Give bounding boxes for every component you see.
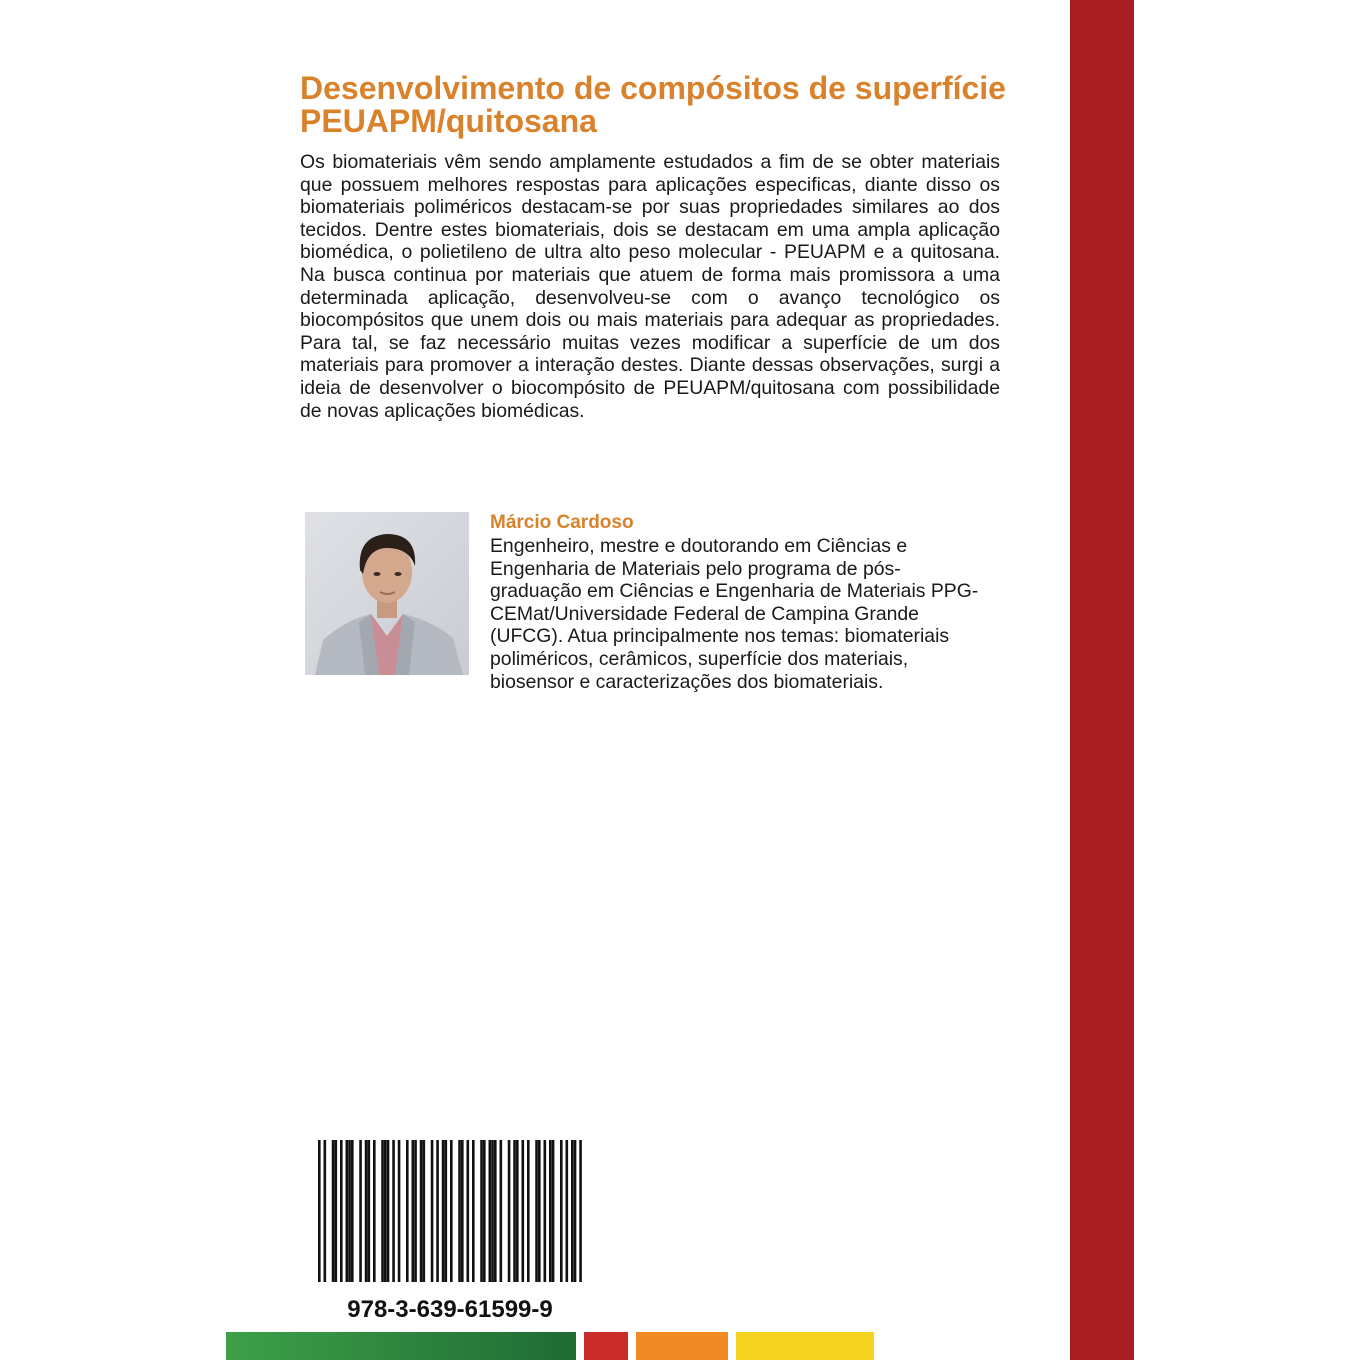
barcode-bar — [500, 1140, 503, 1282]
barcode-bar — [340, 1140, 343, 1282]
barcode-bar — [384, 1140, 387, 1282]
book-title: Desenvolvimento de compósitos de superfície PEUAPM/quitosana — [300, 70, 1006, 139]
barcode-bar — [373, 1140, 376, 1282]
barcode-bar — [483, 1140, 486, 1282]
barcode-bar — [414, 1140, 417, 1282]
barcode-bar — [351, 1140, 354, 1282]
barcode-bar — [513, 1140, 516, 1282]
stripe-yellow — [736, 1332, 874, 1360]
barcode-bar — [348, 1140, 351, 1282]
barcode-bar — [442, 1140, 445, 1282]
barcode-bar — [365, 1140, 368, 1282]
author-photo — [305, 512, 469, 675]
barcode-bar — [489, 1140, 492, 1282]
barcode-bar — [560, 1140, 563, 1282]
barcode-bar — [398, 1140, 401, 1282]
barcode-bar — [535, 1140, 538, 1282]
barcode-bar — [423, 1140, 426, 1282]
barcode-bar — [387, 1140, 390, 1282]
barcode-bar — [549, 1140, 552, 1282]
barcode-bar — [461, 1140, 464, 1282]
barcode-bar — [538, 1140, 541, 1282]
stripe-orange — [636, 1332, 728, 1360]
barcode-bar — [544, 1140, 547, 1282]
barcode-bar — [494, 1140, 497, 1282]
barcode-bar — [368, 1140, 371, 1282]
color-stripes — [0, 1332, 1360, 1360]
barcode-bar — [332, 1140, 335, 1282]
barcode-bar — [324, 1140, 327, 1282]
barcode-bar — [491, 1140, 494, 1282]
barcode-bar — [381, 1140, 384, 1282]
barcode-bar — [566, 1140, 569, 1282]
barcode-bar — [335, 1140, 338, 1282]
book-blurb: Os biomateriais vêm sendo amplamente estudados a fim de se obter materiais que possuem melhores respostas para aplicações especificas, diante disso os biomateriais poliméricos destacam-se por suas propriedades similares ao dos tecidos. Dentre estes biomateriais, dois se destacam em uma ampla aplicação biomédica, o polietileno de ultra alto peso molecular - PEUAPM e a quitosana. Na busca continua por materiais que atuem de forma mais promissora a uma determinada aplicação, desenvolveu-se com o avanço tecnológico os biocompósitos que unem dois ou mais materiais para adequar as propriedades. Para tal, se faz necessário muitas vezes modificar a superfície de um dos materiais para promover a interação destes. Diante dessas observações, surgi a ideia de desenvolver o biocompósito de PEUAPM/quitosana com possibilidade de novas aplicações biomédicas. — [300, 151, 1000, 422]
barcode-bar — [480, 1140, 483, 1282]
barcode-bar — [552, 1140, 555, 1282]
barcode-bar — [431, 1140, 434, 1282]
barcode-bar — [318, 1140, 321, 1282]
barcode-bar — [458, 1140, 461, 1282]
barcode-bar — [574, 1140, 577, 1282]
book-spine — [1070, 0, 1134, 1360]
barcode-bar — [406, 1140, 409, 1282]
barcode-bar — [472, 1140, 475, 1282]
barcode-bar — [445, 1140, 448, 1282]
barcode-bar — [392, 1140, 395, 1282]
barcode-bar — [516, 1140, 519, 1282]
barcode-bar — [467, 1140, 470, 1282]
barcode-bar — [522, 1140, 525, 1282]
barcode-bar — [508, 1140, 511, 1282]
barcode-bar — [436, 1140, 439, 1282]
author-name: Márcio Cardoso — [490, 512, 634, 533]
barcode-bar — [359, 1140, 362, 1282]
author-bio: Engenheiro, mestre e doutorando em Ciências e Engenharia de Materiais pelo programa de pós-graduação em Ciências e Engenharia de Materiais PPG-CEMat/Universidade Federal de Campina Grande (UFCG). Atua principalmente nos temas: biomateriais poliméricos, cerâmicos, superfície dos materiais, biosensor e caracterizações dos biomateriais. — [490, 535, 979, 693]
barcode-bar — [450, 1140, 453, 1282]
barcode-bar — [579, 1140, 582, 1282]
barcode-bar — [527, 1140, 530, 1282]
barcode — [318, 1140, 582, 1282]
barcode-bar — [346, 1140, 349, 1282]
barcode-bar — [420, 1140, 423, 1282]
stripe-green — [226, 1332, 576, 1360]
stripe-red — [584, 1332, 628, 1360]
barcode-bar — [412, 1140, 415, 1282]
barcode-bar — [571, 1140, 574, 1282]
isbn-number: 978-3-639-61599-9 — [347, 1296, 553, 1323]
